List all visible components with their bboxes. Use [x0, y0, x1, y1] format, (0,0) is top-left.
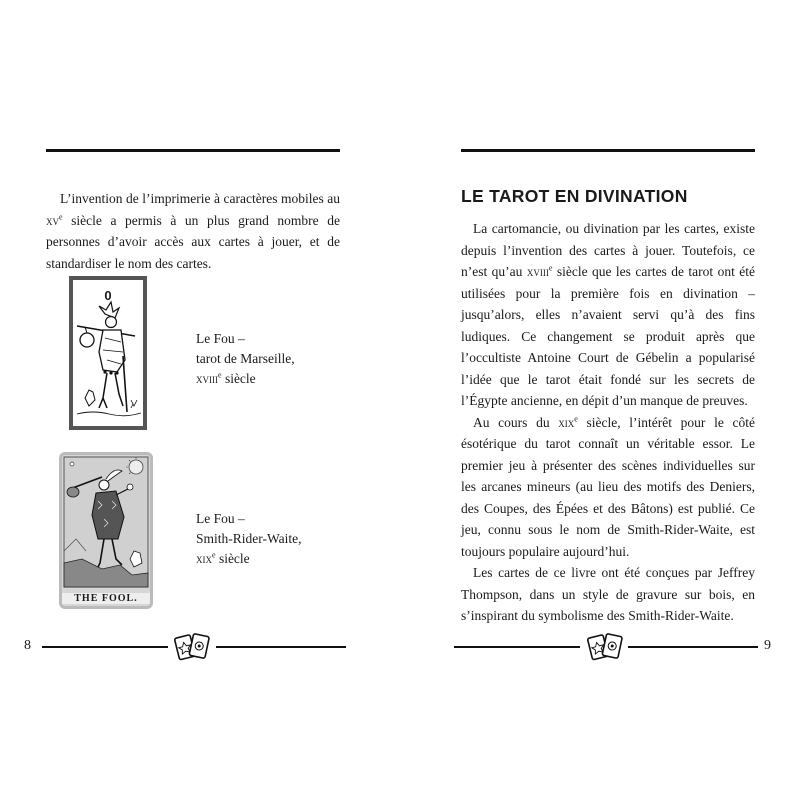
- footer-rule: [628, 646, 758, 648]
- page-number-right: 9: [764, 638, 771, 653]
- card-title-label: THE FOOL.: [62, 593, 150, 604]
- rws-fool-card: [59, 452, 153, 609]
- tarot-cards-icon: [173, 630, 211, 664]
- right-body-text: [461, 218, 755, 627]
- tarot-cards-icon: [586, 630, 624, 664]
- footer-rule: [454, 646, 580, 648]
- card2-caption: Le Fou – Smith-Rider-Waite, xix$^e$ siècle: [196, 511, 302, 566]
- paragraph-1: La cartomancie, ou divination par les cartes, existe depuis l’invention des cartes à jouer. Toutefois, ce n’est qu’au xviii$^e$ siècle que les cartes de tarot ont été utilisées pour la première fois en divination – jusqu’alors, elles n’avaient servi qu’à des fins ludiques. Ce changement se produit après que l’occultiste Antoine Court de Gébelin a popularisé l’idée que le tarot était fondé sur les secrets de l’Égypte ancienne, en dépit d’un manque de preuves.: [461, 221, 755, 408]
- paragraph-3: Les cartes de ce livre ont été conçues par Jeffrey Thompson, dans un style de gravure sur bois, en s’inspirant du symbolisme des Smith-Rider-Waite.: [461, 565, 755, 623]
- card-number: 0: [104, 288, 112, 303]
- header-rule-right: [461, 149, 755, 152]
- footer-rule: [42, 646, 168, 648]
- marseille-fool-card: [69, 276, 147, 430]
- page-number-left: 8: [24, 638, 31, 653]
- card1-caption: Le Fou – tarot de Marseille, xviii$^e$ siècle: [196, 331, 295, 386]
- fool-rws-illustration: [62, 455, 150, 606]
- left-intro-paragraph: L’invention de l’imprimerie à caractères mobiles au $xv^e$ siècle a permis à un plus grand nombre de personnes d’avoir accès aux cartes à jouer, et de standardiser le nom des cartes.: [46, 191, 340, 271]
- header-rule-left: [46, 149, 340, 152]
- paragraph-2: Au cours du xix$^e$ siècle, l’intérêt pour le côté ésotérique du tarot connaît un véritable essor. Le premier jeu à présenter des scènes individuelles sur les arcanes mineurs (au lieu des motifs des Deniers, des Coupes, des Épées et des Bâtons) est publié. Ce jeu, connu sous le nom de Smith-Rider-Waite, est toujours populaire aujourd’hui.: [461, 414, 755, 559]
- section-heading: LE TAROT EN DIVINATION: [461, 186, 688, 206]
- footer-rule: [216, 646, 346, 648]
